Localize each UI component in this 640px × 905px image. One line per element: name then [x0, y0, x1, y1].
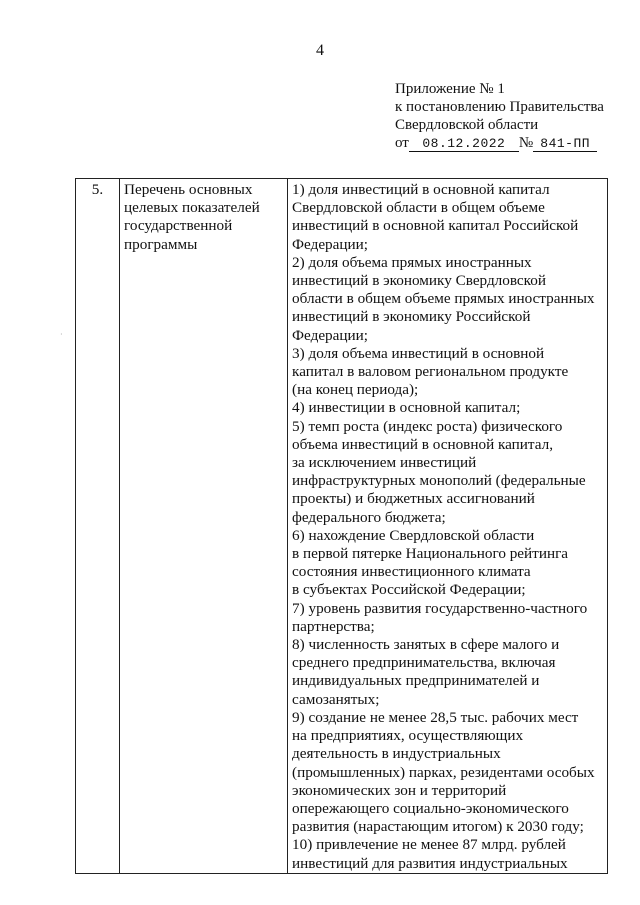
indicator-line: за исключением инвестиций	[292, 454, 477, 472]
indicator-line: инвестиций в основной капитал Российской	[292, 217, 579, 235]
appendix-line-3: Свердловской области	[395, 117, 539, 133]
page-number: 4	[316, 42, 324, 59]
number-label: №	[518, 135, 534, 151]
indicator-line: в субъектах Российской Федерации;	[292, 581, 526, 599]
indicator-line: инвестиций в экономику Свердловской	[292, 272, 546, 290]
row-name-cell	[120, 179, 288, 874]
indicator-line: проекты) и бюджетных ассигнований	[292, 490, 535, 508]
indicator-line: состояния инвестиционного климата	[292, 563, 531, 581]
indicator-line: развития (нарастающим итогом) к 2030 году;	[292, 818, 584, 836]
indicator-line: опережающего социально-экономического	[292, 799, 569, 817]
indicator-line: индивидуальных предпринимателей и	[292, 672, 540, 690]
from-label: от	[395, 135, 409, 151]
indicator-line: 3) доля объема инвестиций в основной	[292, 344, 545, 362]
appendix-title: Приложение № 1	[395, 81, 505, 97]
indicator-line: области в общем объеме прямых иностранных	[292, 290, 595, 308]
appendix-header	[395, 80, 604, 152]
row-name-line: программы	[124, 235, 198, 253]
table-row	[76, 179, 608, 874]
decree-number: 841-ПП	[533, 137, 597, 152]
decree-date: 08.12.2022	[409, 137, 519, 152]
indicator-line: 5) темп роста (индекс роста) физического	[292, 417, 563, 435]
indicator-line: 6) нахождение Свердловской области	[292, 526, 535, 544]
appendix-line-2: к постановлению Правительства	[395, 99, 604, 115]
indicator-line: объема инвестиций в основной капитал,	[292, 435, 554, 453]
indicator-line: федерального бюджета;	[292, 508, 446, 526]
indicator-line: в первой пятерке Национального рейтинга	[292, 545, 569, 563]
indicator-line: экономических зон и территорий	[292, 781, 507, 799]
indicator-line: 10) привлечение не менее 87 млрд. рублей	[292, 836, 566, 854]
row-indicators-cell	[288, 179, 608, 874]
indicator-line: инфраструктурных монополий (федеральные	[292, 472, 586, 490]
indicator-line: партнерства;	[292, 617, 375, 635]
indicator-line: 8) численность занятых в сфере малого и	[292, 636, 560, 654]
indicator-line: инвестиций в экономику Российской	[292, 308, 531, 326]
row-number: 5.	[76, 179, 120, 874]
margin-mark: ·	[60, 330, 63, 339]
row-name-line: целевых показателей	[124, 199, 260, 217]
indicator-line: (промышленных) парках, резидентами особых	[292, 763, 595, 781]
indicator-line: среднего предпринимательства, включая	[292, 654, 556, 672]
indicator-line: (на конец периода);	[292, 381, 419, 399]
indicator-line: 1) доля инвестиций в основной капитал	[292, 181, 550, 198]
row-name-line: государственной	[124, 217, 233, 235]
indicator-line: 7) уровень развития государственно-частного	[292, 599, 588, 617]
indicator-line: капитал в валовом региональном продукте	[292, 363, 569, 381]
indicator-line: 2) доля объема прямых иностранных	[292, 253, 532, 271]
indicator-line: Федерации;	[292, 326, 368, 344]
indicator-line: деятельность в индустриальных	[292, 745, 501, 763]
indicator-line: инвестиций для развития индустриальных	[292, 854, 568, 872]
row-name-line: Перечень основных	[124, 181, 253, 198]
indicator-line: на предприятиях, осуществляющих	[292, 727, 524, 745]
indicator-line: Свердловской области в общем объеме	[292, 199, 545, 217]
indicator-line: 4) инвестиции в основной капитал;	[292, 399, 521, 417]
indicator-line: 9) создание не менее 28,5 тыс. рабочих мест	[292, 708, 579, 726]
indicator-line: Федерации;	[292, 235, 368, 253]
program-table	[75, 178, 608, 874]
indicator-line: самозанятых;	[292, 690, 380, 708]
appendix-date-line	[395, 134, 604, 152]
